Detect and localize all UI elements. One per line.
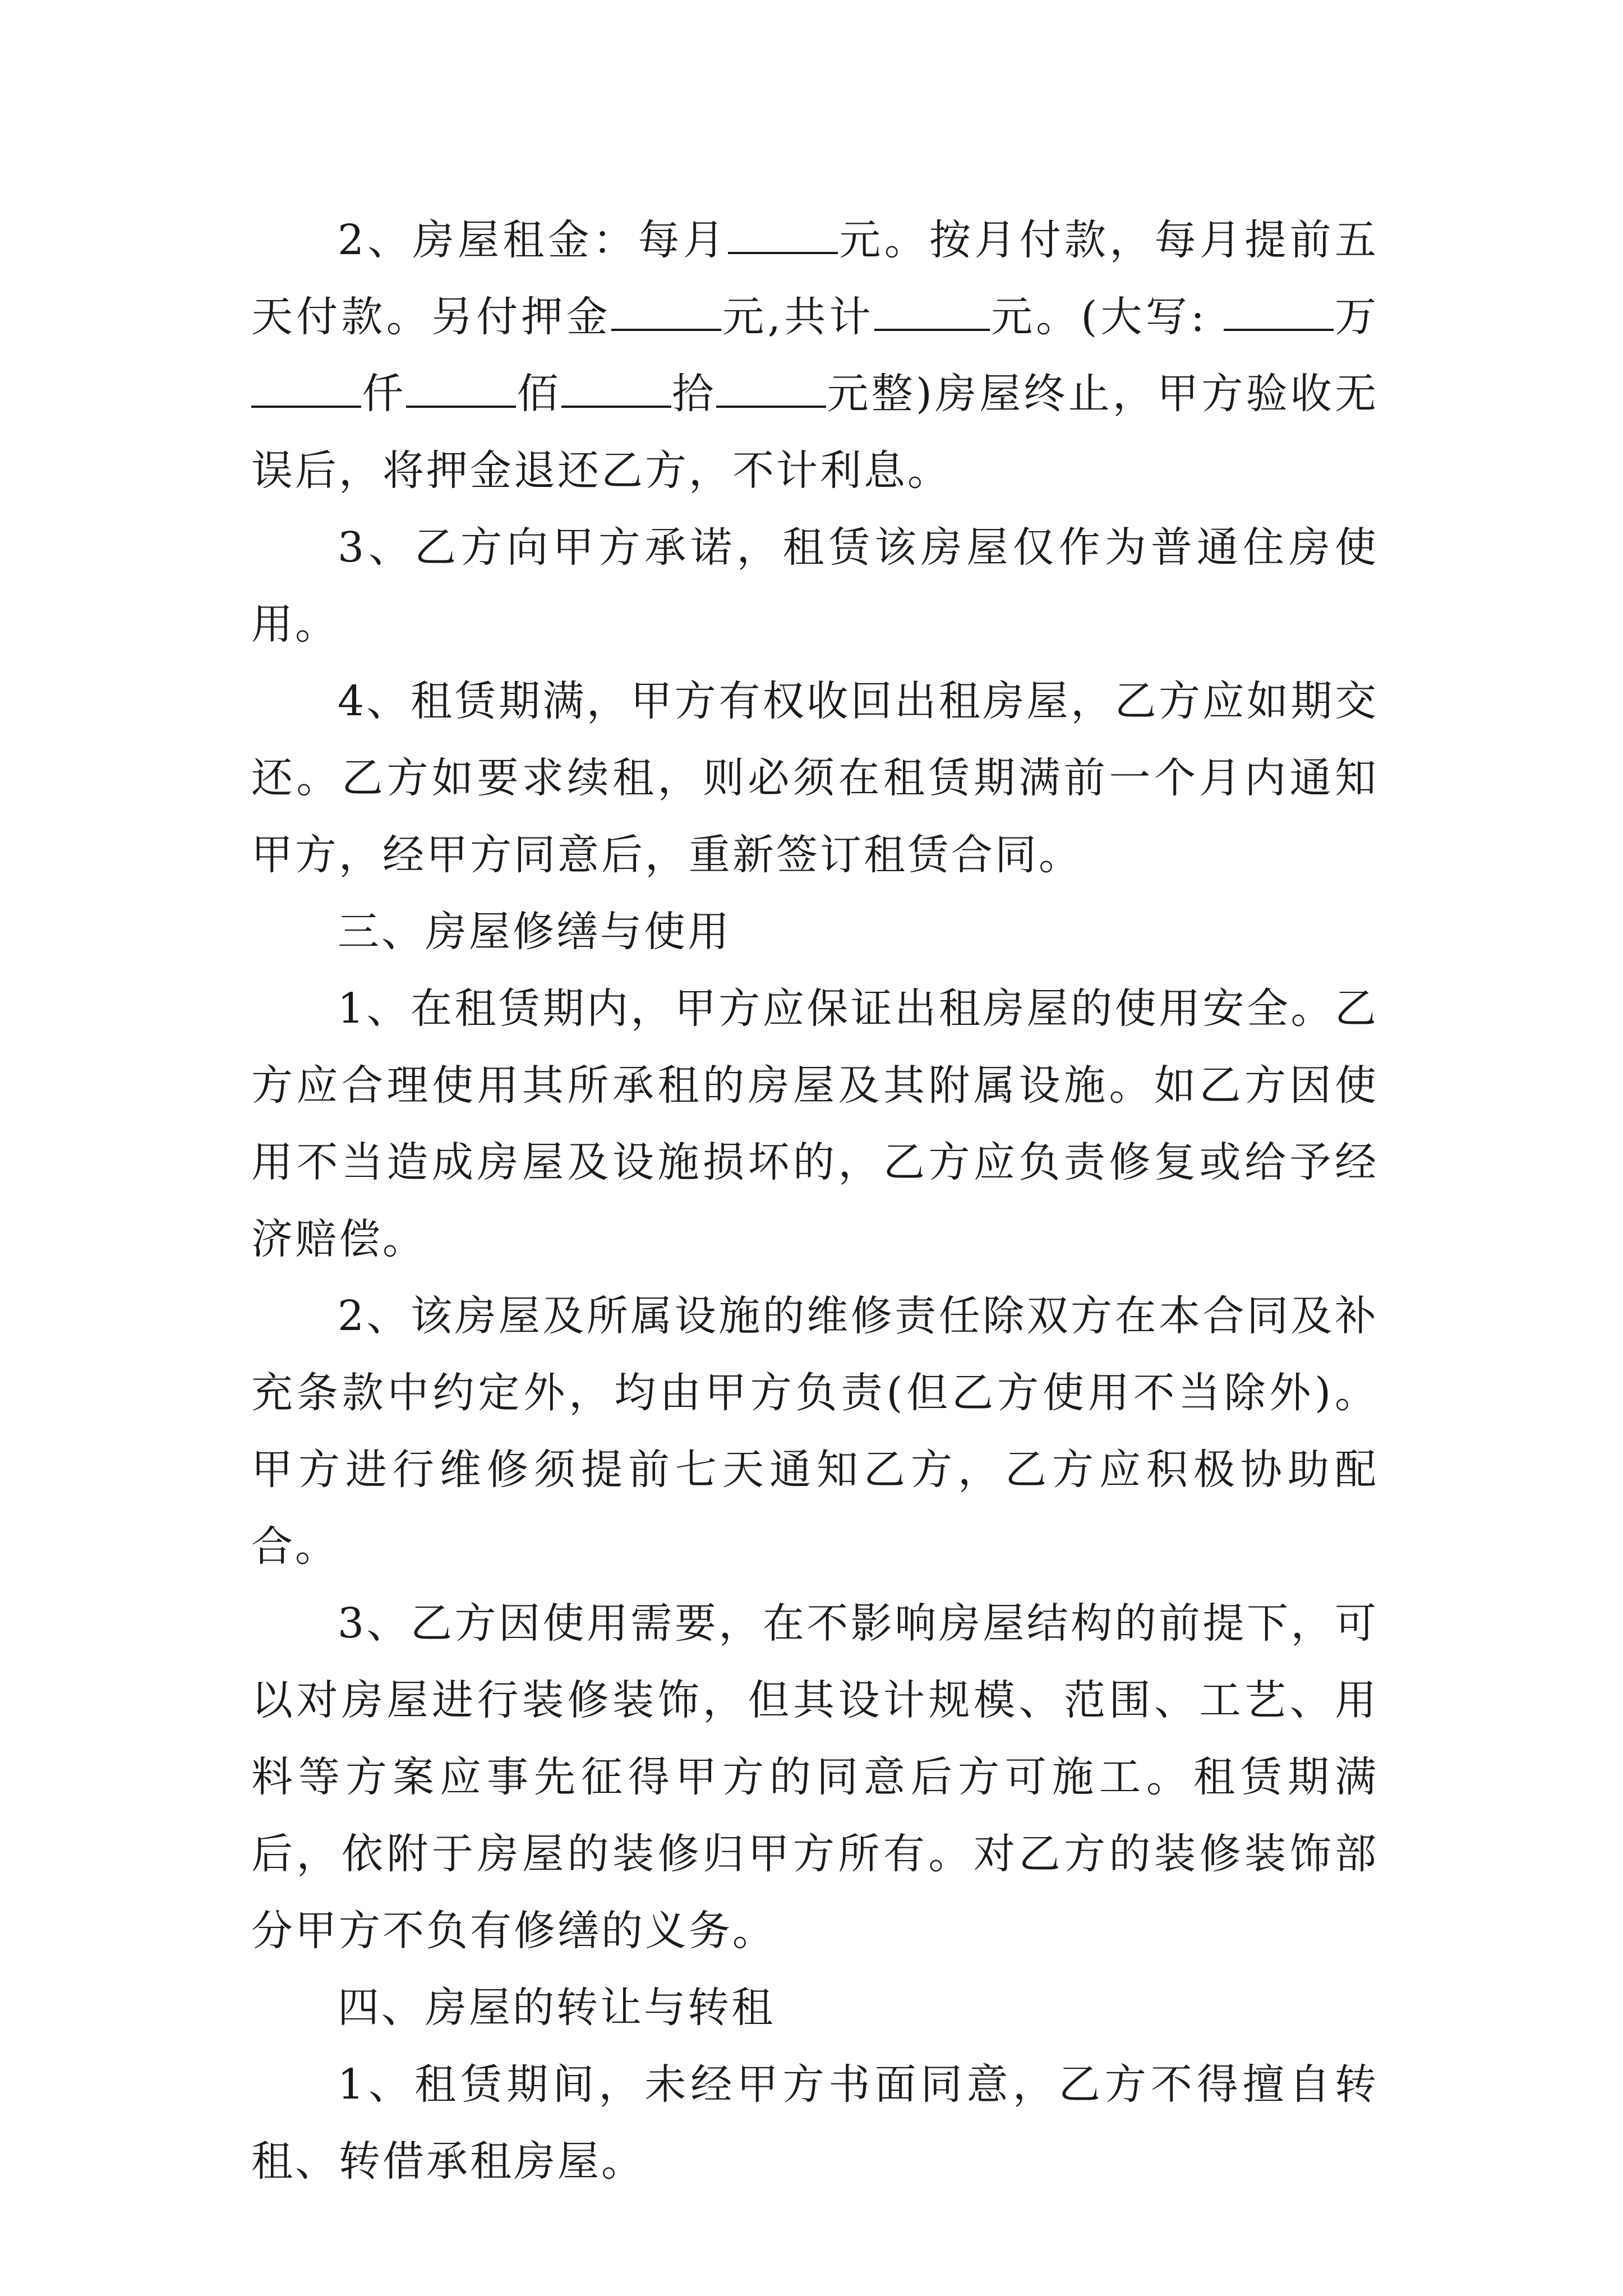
blank-wan	[1224, 291, 1334, 331]
rent-text-c: 元,共计	[721, 293, 874, 341]
paragraph-safety: 1、在租赁期内，甲方应保证出租房屋的使用安全。乙方应合理使用其所承租的房屋及其附属设施。如乙方因使用不当造成房屋及设施损坏的，乙方应负责修复或给予经济赔偿。	[251, 984, 1378, 1263]
rent-text-a: 2、房屋租金：每月	[338, 216, 728, 264]
rent-text-d: 元。(大写:	[989, 293, 1207, 341]
paragraph-residential-use: 3、乙方向甲方承诺，租赁该房屋仅作为普通住房使用。	[251, 523, 1378, 648]
blank-bai	[406, 368, 516, 408]
paragraph-lease-expiry: 4、租赁期满，甲方有权收回出租房屋，乙方应如期交还。乙方如要求续租，则必须在租赁期满前一个月内通知甲方，经甲方同意后，重新签订租赁合同。	[251, 677, 1378, 879]
blank-monthly-rent	[728, 214, 838, 254]
rent-text-e: 万	[1333, 293, 1378, 341]
document-body	[251, 202, 1378, 2200]
blank-total	[874, 291, 990, 331]
rent-text-g: 佰	[516, 370, 561, 418]
rent-text-f: 仟	[361, 370, 407, 418]
section-heading-repairs: 三、房屋修缮与使用	[338, 908, 731, 956]
paragraph-sublet: 1、租赁期间，未经甲方书面同意，乙方不得擅自转租、转借承租房屋。	[251, 2060, 1378, 2185]
blank-yuan	[716, 368, 826, 408]
paragraph-decoration: 3、乙方因使用需要，在不影响房屋结构的前提下，可以对房屋进行装修装饰，但其设计规模、范围、工艺、用料等方案应事先征得甲方的同意后方可施工。租赁期满后，依附于房屋的装修归甲方所有。对乙方的装修装饰部分甲方不负有修缮的义务。	[251, 1599, 1378, 1955]
blank-shi	[561, 368, 671, 408]
section-heading-transfer: 四、房屋的转让与转租	[338, 1984, 775, 2032]
blank-deposit	[611, 291, 721, 331]
paragraph-maintenance: 2、该房屋及所属设施的维修责任除双方在本合同及补充条款中约定外，均由甲方负责(但乙方使用不当除外)。甲方进行维修须提前七天通知乙方，乙方应积极协助配合。	[251, 1292, 1378, 1571]
rent-text-b: 元。按月付款，每月提前五天付款。另付押金	[251, 216, 1378, 341]
rent-text-h: 拾	[671, 370, 717, 418]
paragraph-rent	[251, 202, 1378, 509]
blank-qian	[251, 368, 361, 408]
rent-text-i: 元整)房屋终止，甲方验收无误后，将押金退还乙方，不计利息。	[251, 370, 1379, 495]
